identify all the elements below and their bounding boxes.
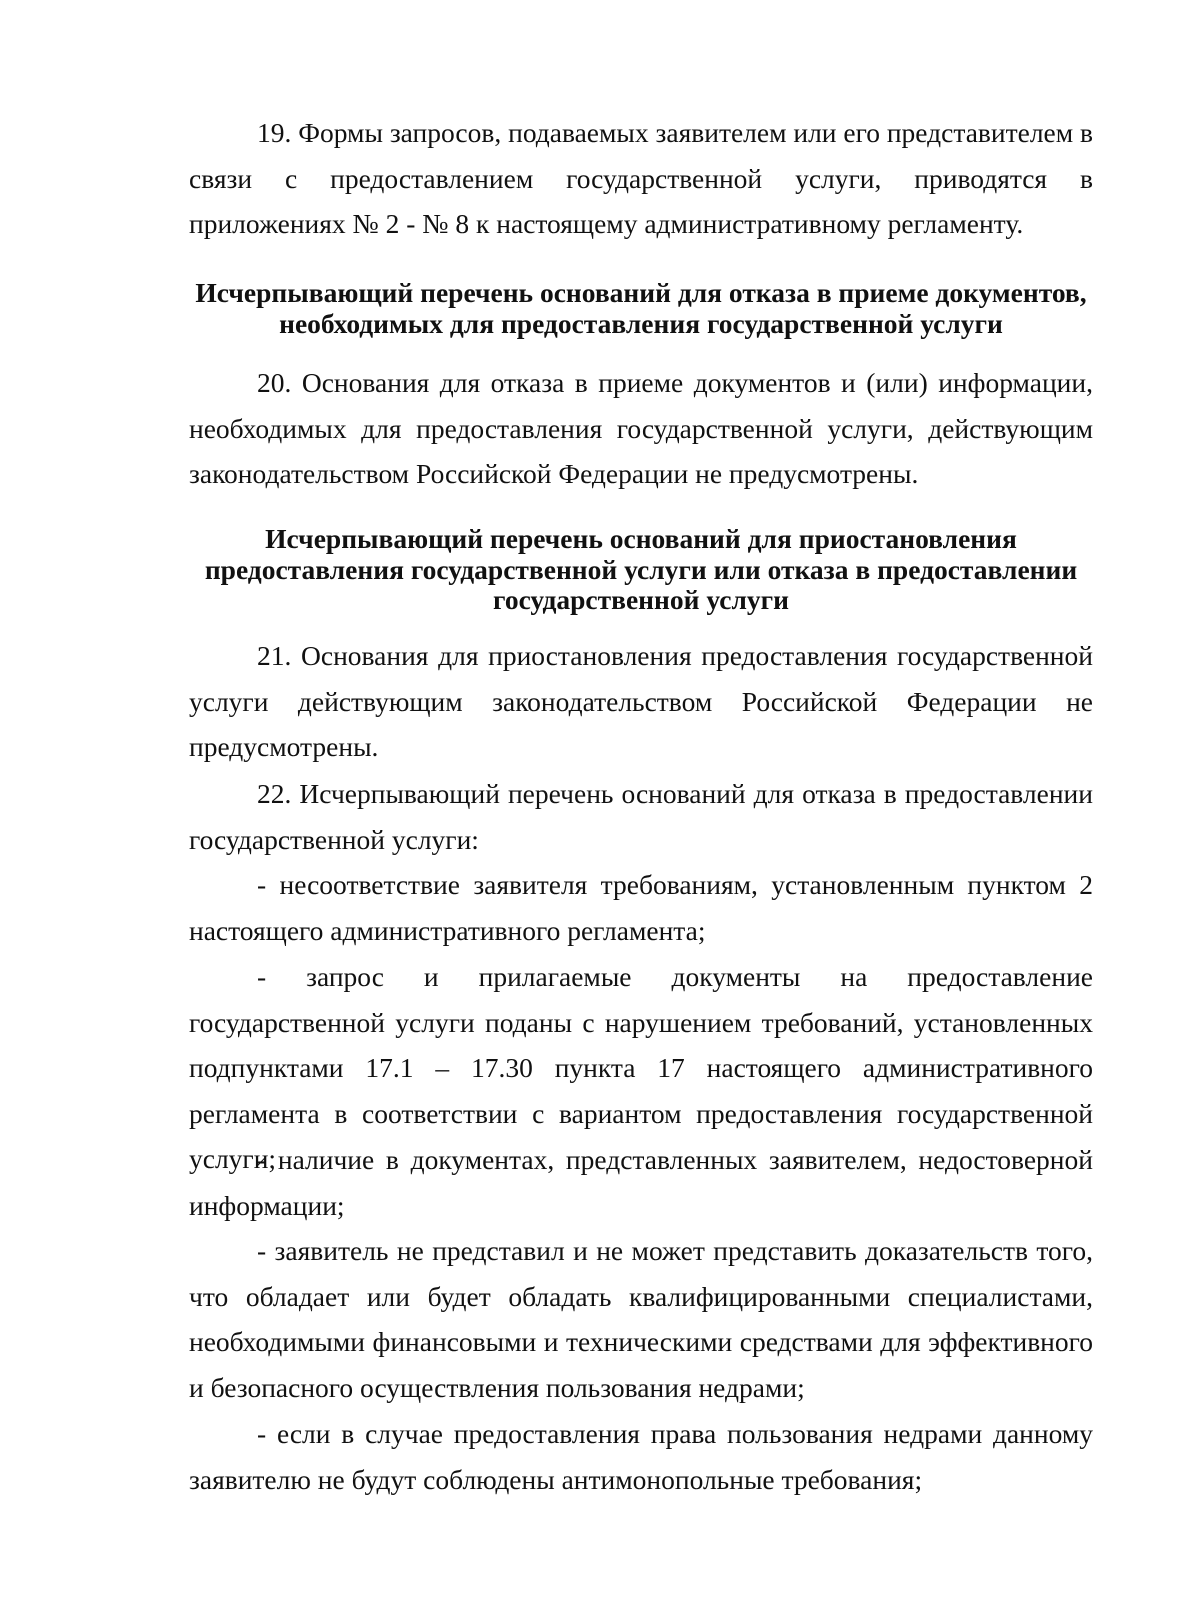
section-heading-refusal-acceptance bbox=[189, 278, 1093, 339]
heading-line: предоставления государственной услуги или отказа в предоставлении bbox=[204, 553, 1078, 585]
heading-line: государственной услуги bbox=[493, 584, 789, 615]
paragraph-20: 20. Основания для отказа в приеме документов и (или) информации, необходимых для предоставления государственной услуги, действующим законодательством Российской Федерации не предусмотрены. bbox=[189, 367, 1093, 489]
list-item: - наличие в документах, представленных заявителем, недостоверной информации; bbox=[189, 1144, 1093, 1221]
paragraph-22: 22. Исчерпывающий перечень оснований для отказа в предоставлении государственной услуги: bbox=[189, 778, 1093, 855]
heading-line: Исчерпывающий перечень оснований для приостановления bbox=[265, 523, 1017, 554]
list-item: - заявитель не представил и не может представить доказательств того, что обладает или будет обладать квалифицированными специалистами, необходимыми финансовыми и техническими средствами для эффективного и безопасного осуществления пользования недрами; bbox=[189, 1235, 1093, 1403]
section-heading-suspension-refusal bbox=[189, 524, 1093, 616]
list-item: - несоответствие заявителя требованиям, установленным пунктом 2 настоящего административного регламента; bbox=[189, 869, 1093, 946]
list-item: - если в случае предоставления права пользования недрами данному заявителю не будут соблюдены антимонопольные требования; bbox=[189, 1418, 1093, 1495]
list-item: - запрос и прилагаемые документы на предоставление государственной услуги поданы с нарушением требований, установленных подпунктами 17.1 – 17.30 пункта 17 настоящего административного регламента в соответствии с вариантом предоставления государственной услуги; bbox=[189, 961, 1093, 1174]
paragraph-21: 21. Основания для приостановления предоставления государственной услуги действующим законодательством Российской Федерации не предусмотрены. bbox=[189, 640, 1093, 762]
paragraph-19: 19. Формы запросов, подаваемых заявителем или его представителем в связи с предоставлением государственной услуги, приводятся в приложениях № 2 - № 8 к настоящему административному регламенту. bbox=[189, 117, 1094, 239]
heading-line: Исчерпывающий перечень оснований для отказа в приеме документов, bbox=[195, 277, 1087, 308]
heading-line: необходимых для предоставления государственной услуги bbox=[279, 307, 1003, 339]
